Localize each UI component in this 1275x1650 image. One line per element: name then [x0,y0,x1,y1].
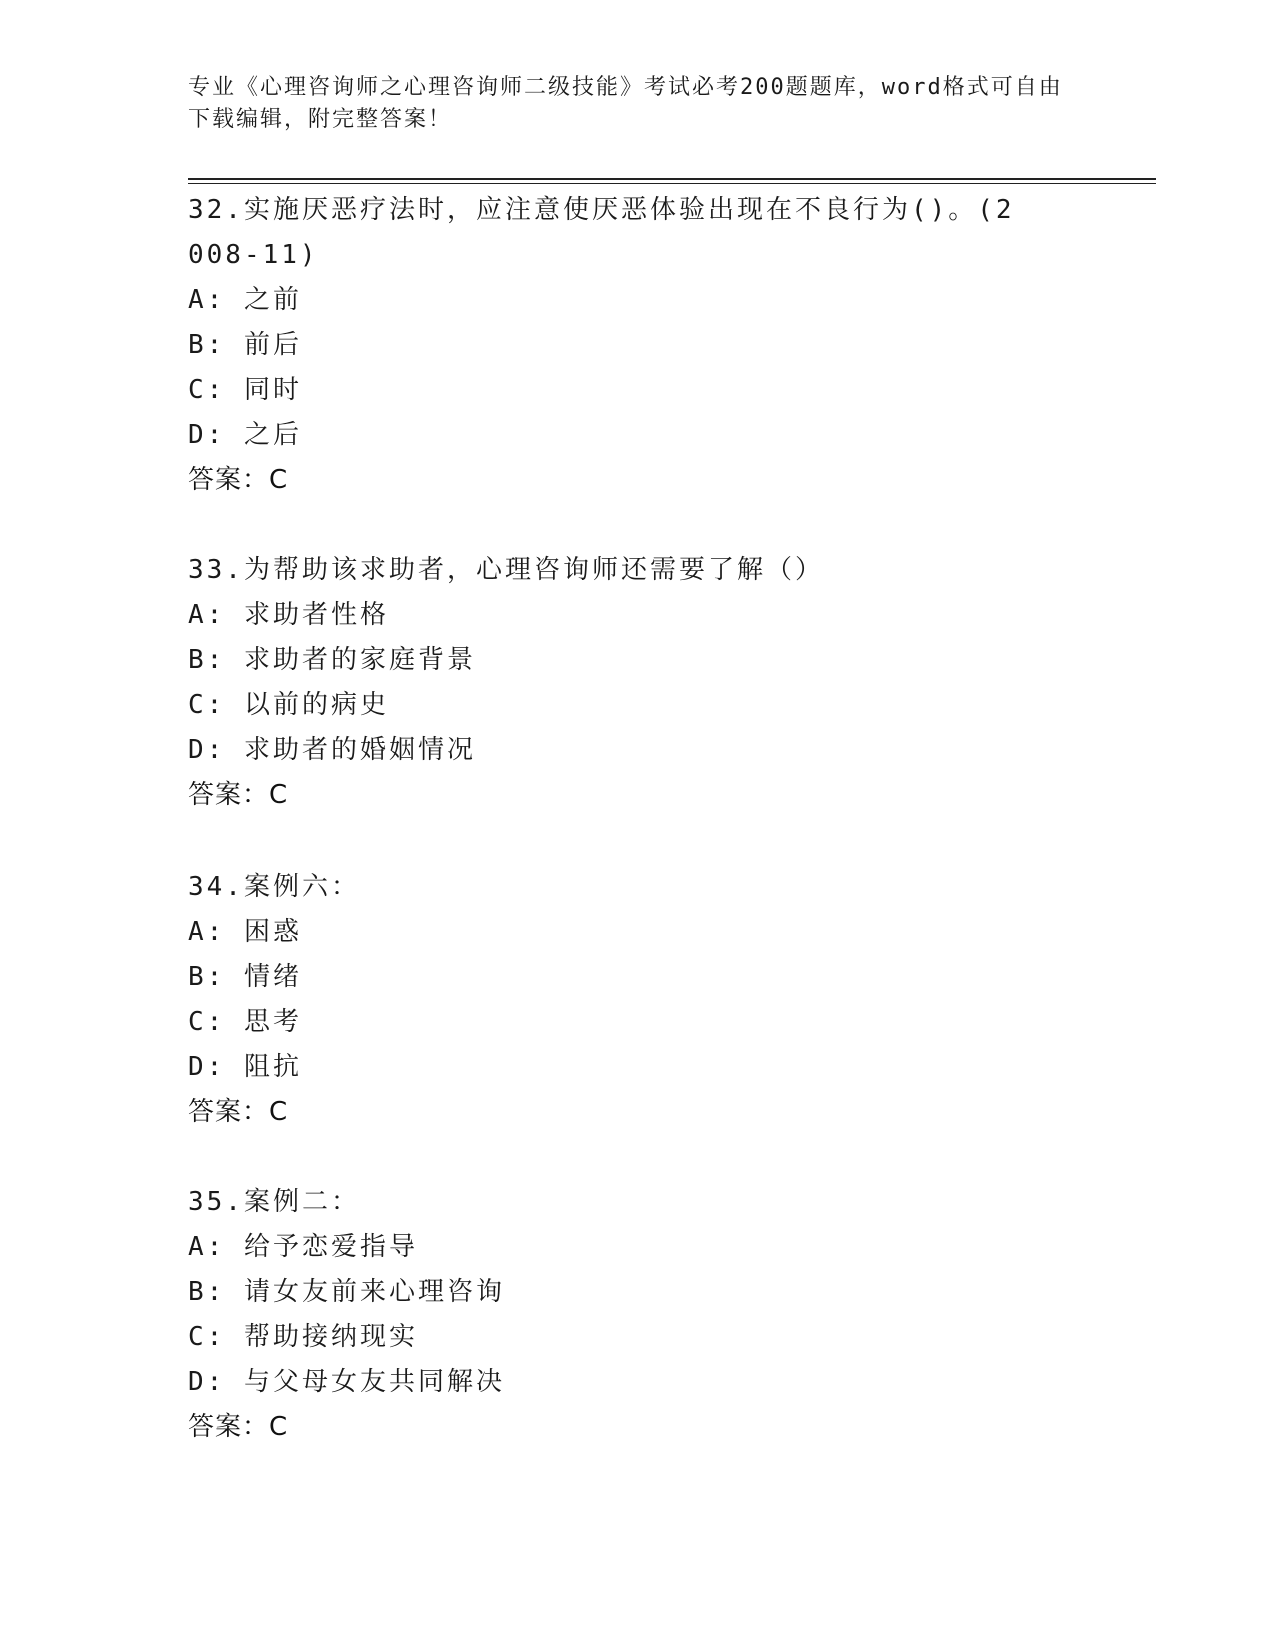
header-divider-thin [188,183,1156,184]
question-block-32 [188,188,1068,503]
option-b: B: 情绪 [188,962,302,992]
option-d: D: 阻抗 [188,1052,302,1082]
option-d: D: 与父母女友共同解决 [188,1367,505,1397]
question-block-33 [188,548,1068,818]
option-c: C: 帮助接纳现实 [188,1322,418,1352]
answer-line: 答案：C [188,1097,289,1127]
question-stem: 33.为帮助该求助者，心理咨询师还需要了解（） [188,555,824,585]
question-stem: 34.案例六： [188,872,360,902]
option-a: A: 之前 [188,285,302,315]
option-a: A: 困惑 [188,917,302,947]
option-b: B: 前后 [188,330,302,360]
question-block-35 [188,1180,1068,1450]
option-d: D: 之后 [188,420,302,450]
answer-line: 答案：C [188,1412,289,1442]
option-b: B: 请女友前来心理咨询 [188,1277,505,1307]
option-c: C: 同时 [188,375,302,405]
option-b: B: 求助者的家庭背景 [188,645,476,675]
document-intro: 专业《心理咨询师之心理咨询师二级技能》考试必考200题题库，word格式可自由下载编辑，附完整答案！ [188,75,1063,132]
question-block-34 [188,865,1068,1135]
option-d: D: 求助者的婚姻情况 [188,735,476,765]
option-c: C: 思考 [188,1007,302,1037]
question-stem: 32.实施厌恶疗法时，应注意使厌恶体验出现在不良行为()。(2008-11) [188,195,1015,270]
header-divider-thick [188,178,1156,180]
answer-line: 答案：C [188,780,289,810]
option-a: A: 求助者性格 [188,600,389,630]
question-stem: 35.案例二： [188,1187,360,1217]
answer-line: 答案：C [188,465,289,495]
option-a: A: 给予恋爱指导 [188,1232,418,1262]
option-c: C: 以前的病史 [188,690,389,720]
